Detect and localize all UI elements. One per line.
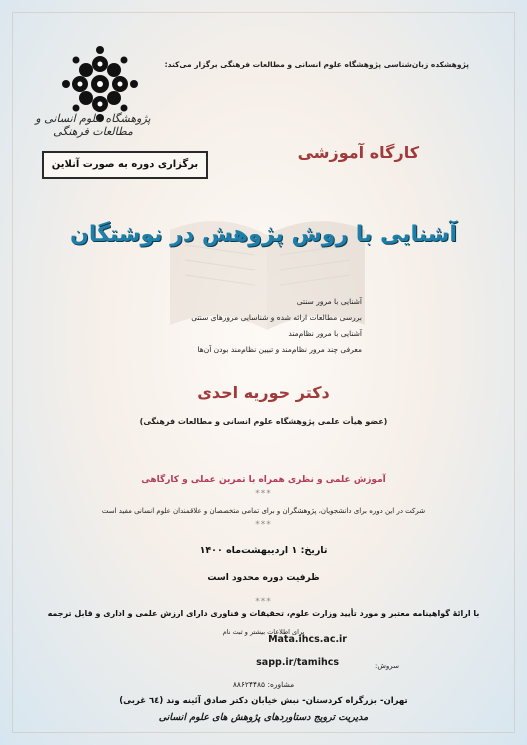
audience-note: شرکت در این دوره برای دانشجویان، پژوهشگران و برای تمامی متخصصان و علاقمندان علوم انسانی مفید است <box>101 507 426 515</box>
workshop-type: کارگاه آموزشی <box>297 143 419 162</box>
separator: *** <box>255 597 272 607</box>
soroush-link[interactable]: sapp.ir/tamihcs <box>256 657 339 668</box>
organizer-line: پژوهشکده زبان‌شناسی پژوهشگاه علوم انسانی و مطالعات فرهنگی برگزار می‌کند: <box>164 60 469 69</box>
topic-item: بررسی مطالعات ارائه شده و شناسایی مرورهای سنتی <box>191 313 362 322</box>
workshop-title: آشنایی با روش پژوهش در نوشتگان <box>70 222 457 247</box>
topic-item: معرفی چند مرور نظام‌مند و تبیین نظام‌مند بودن آن‌ها <box>197 345 362 354</box>
topic-item: آشنایی با مرور نظام‌مند <box>288 329 362 338</box>
address: تهران- بزرگراه کردستان- نبش خیابان دکتر صادق آئینه وند (٦٤ غربی) <box>119 696 408 706</box>
soroush-label: سروش: <box>374 662 399 670</box>
topics-list <box>191 294 362 358</box>
capacity-note: ظرفیت دوره محدود است <box>207 573 320 583</box>
topic-item: آشنایی با مرور سنتی <box>296 297 362 306</box>
separator: *** <box>255 520 272 530</box>
institute-name: پژوهشگاه علوم انسانی و مطالعات فرهنگی <box>35 112 151 138</box>
online-notice-box: برگزاری دوره به صورت آنلاین <box>42 151 208 179</box>
teaching-method: آموزش علمی و نظری همراه با تمرین عملی و کارگاهی <box>141 475 386 485</box>
footer-department: مدیریت ترویج دستاوردهای پژوهش های علوم انسانی <box>158 712 369 723</box>
workshop-date: تاریخ: ۱ اردیبهشت‌ماه ۱۴۰۰ <box>199 545 328 556</box>
certificate-note: با ارائهٔ گواهینامه معتبر و مورد تأیید وزارت علوم، تحقیقات و فناوری دارای ارزش علمی و اداری و قابل ترجمه <box>47 609 480 618</box>
instructor-name: دکتر حوریه احدی <box>197 383 330 402</box>
separator: *** <box>255 489 272 499</box>
registration-info-note: برای اطلاعات بیشتر و ثبت نام <box>222 628 305 636</box>
instructor-affiliation: (عضو هیأت علمی پژوهشگاه علوم انسانی و مطالعات فرهنگی) <box>139 417 388 426</box>
website-link[interactable]: Mata.ihcs.ac.ir <box>268 634 347 645</box>
consultation-phone: مشاوره: ۸۸۶۲۴۴۸۵ <box>232 680 295 689</box>
